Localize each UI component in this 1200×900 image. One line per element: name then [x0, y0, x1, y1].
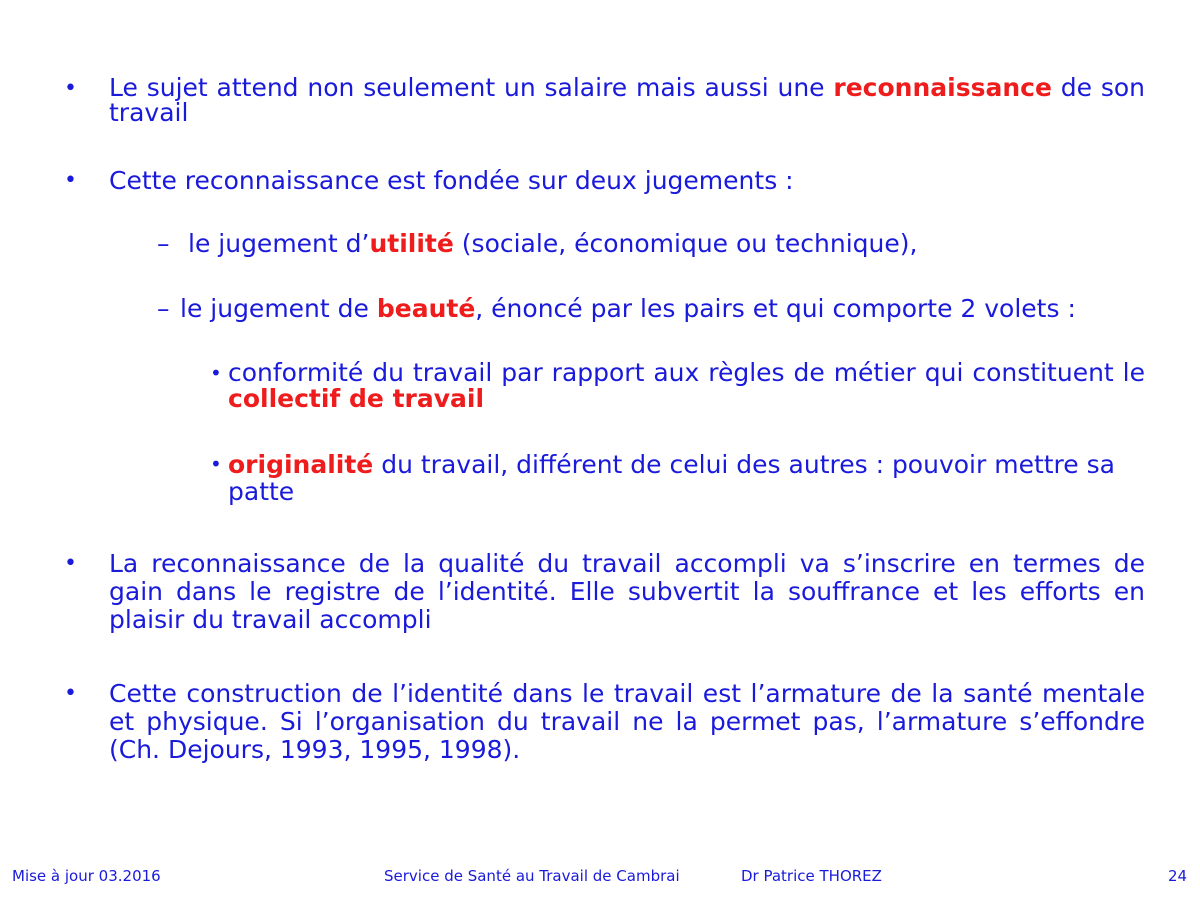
text-segment: (sociale, économique ou technique),: [453, 229, 918, 258]
text-segment: Le sujet attend non seulement un salaire mais aussi une: [109, 73, 834, 102]
sub-item-beauty: [180, 295, 1140, 322]
paragraph-recognition-salary: [109, 75, 1145, 125]
text-segment: du travail, différent de celui des autres : pouvoir mettre sa patte: [228, 450, 1115, 506]
paragraph-two-judgments: Cette reconnaissance est fondée sur deux jugements :: [109, 166, 794, 195]
text-segment: le jugement de: [180, 294, 377, 323]
footer-author: Dr Patrice THOREZ: [741, 867, 882, 885]
paragraph-identity-construction: Cette construction de l’identité dans le travail est l’armature de la santé mentale et physique. Si l’organisation du travail ne la permet pas, l’armature s’effondre (Ch. Dejours, 1993, 1995, 1998).: [109, 679, 1145, 764]
highlight-originalite: originalité: [228, 450, 374, 479]
sub-sub-item-conformity: [228, 360, 1145, 412]
footer-service: Service de Santé au Travail de Cambrai: [384, 867, 680, 885]
highlight-reconnaissance: reconnaissance: [833, 73, 1052, 102]
bullet-2: •: [64, 168, 77, 193]
sub-bullet-1: •: [210, 361, 222, 385]
text-segment: de son travail: [109, 73, 1146, 127]
sub-sub-item-originality: [228, 451, 1168, 505]
sub-bullet-2: •: [210, 452, 222, 476]
text-segment: le jugement d’: [188, 229, 370, 258]
bullet-1: •: [64, 76, 77, 101]
bullet-4: •: [64, 681, 77, 706]
footer-update-date: Mise à jour 03.2016: [12, 867, 161, 885]
sub-item-utility: [188, 230, 1148, 257]
footer-page-number: 24: [1168, 867, 1188, 885]
dash-2: –: [157, 294, 170, 323]
highlight-utilite: utilité: [369, 229, 454, 258]
highlight-beaute: beauté: [376, 294, 476, 323]
text-segment: , énoncé par les pairs et qui comporte 2 volets :: [475, 294, 1076, 323]
bullet-3: •: [64, 551, 77, 576]
text-segment: conformité du travail par rapport aux règles de métier qui constituent le: [228, 358, 1145, 387]
highlight-collectif: collectif de travail: [228, 384, 485, 413]
dash-1: –: [157, 229, 170, 258]
paragraph-quality-recognition: La reconnaissance de la qualité du travail accompli va s’inscrire en termes de gain dans le registre de l’identité. Elle subvertit la souffrance et les efforts en plaisir du travail accompli: [109, 549, 1145, 634]
